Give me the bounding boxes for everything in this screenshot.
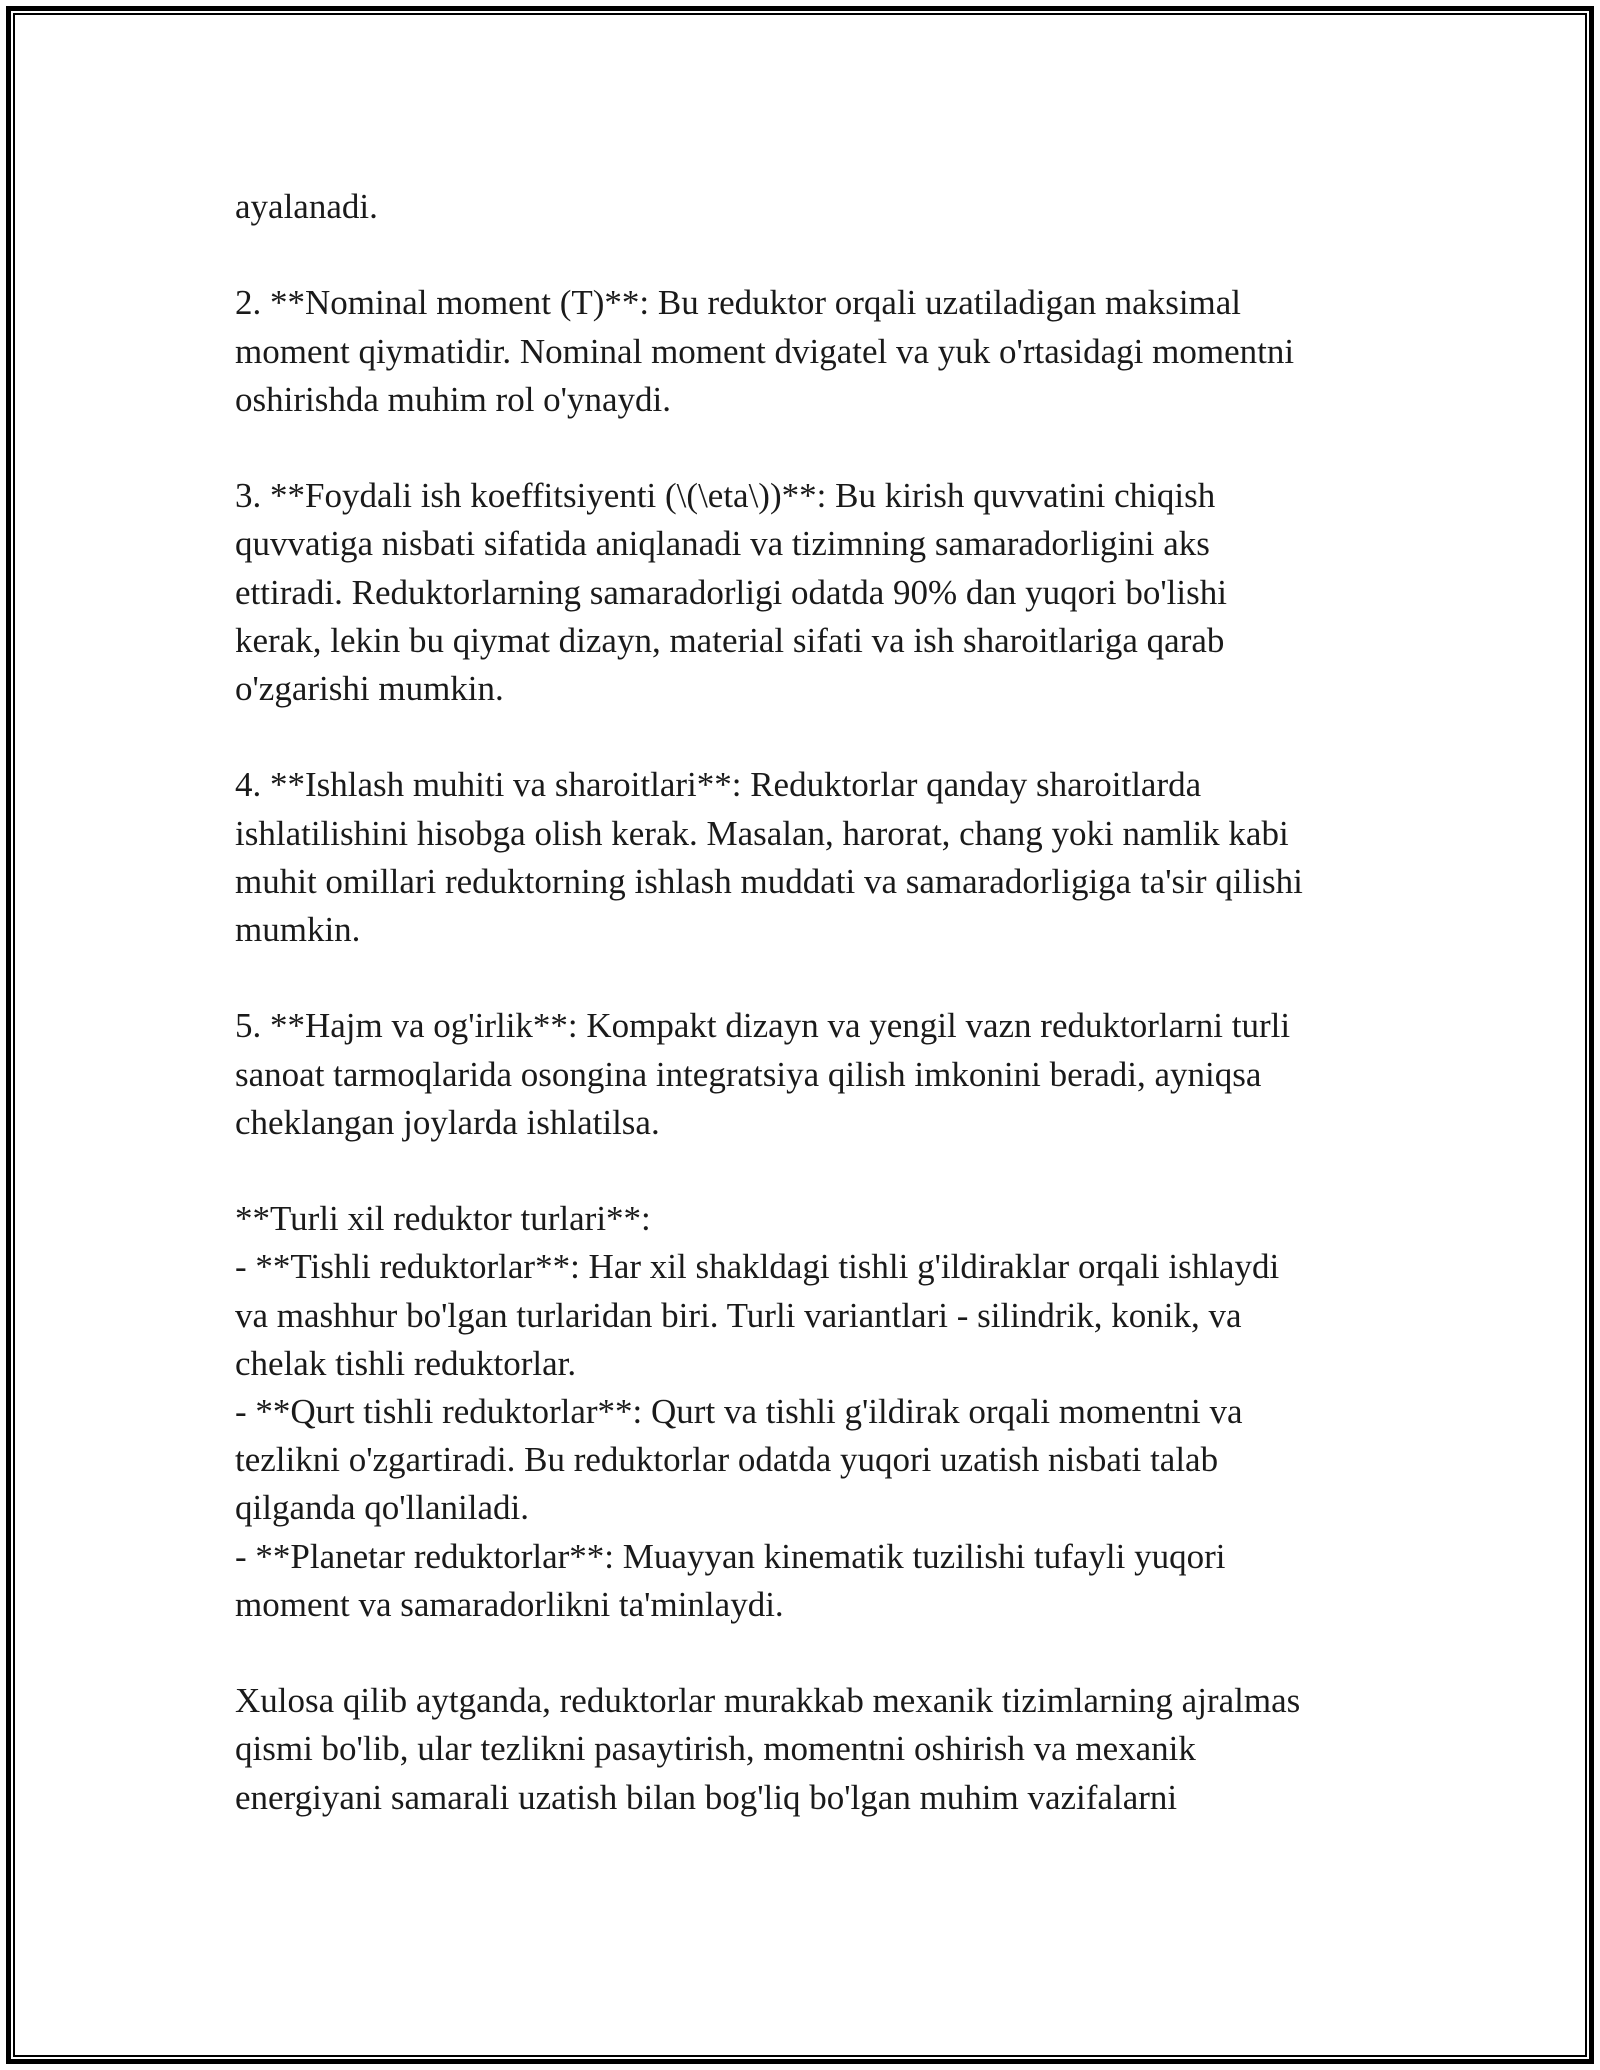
paragraph-continuation: ayalanadi. (235, 187, 378, 226)
paragraph-reducer-types: **Turli xil reduktor turlari**: - **Tishli reduktorlar**: Har xil shakldagi tishli g'ildiraklar orqali ishlaydi va mashhur bo'lgan turlaridan biri. Turli variantlari - silindrik, konik, va chelak tishli reduktorlar. - **Qurt tishli reduktorlar**: Qurt va tishli g'ildirak orqali momentni va tezlikni o'zgartiradi. Bu reduktorlar odatda yuqori uzatish nisbati talab qilganda qo'llaniladi. - **Planetar reduktorlar**: Muayyan kinematik tuzilishi tufayli yuqori moment va samaradorlikni ta'minlaydi. (235, 1199, 1280, 1624)
document-body (235, 183, 1385, 1822)
paragraph-size-weight: 5. **Hajm va og'irlik**: Kompakt dizayn va yengil vazn reduktorlarni turli sanoat tarmoqlarida osongina integratsiya qilish imkonini beradi, ayniqsa cheklangan joylarda ishlatilsa. (235, 1006, 1291, 1142)
paragraph-efficiency: 3. **Foydali ish koeffitsiyenti (\(\eta\))**: Bu kirish quvvatini chiqish quvvatiga nisbati sifatida aniqlanadi va tizimning samaradorligini aks ettiradi. Reduktorlarning samaradorligi odatda 90% dan yuqori bo'lishi kerak, lekin bu qiymat dizayn, material sifati va ish sharoitlariga qarab o'zgarishi mumkin. (235, 476, 1227, 708)
paragraph-conclusion: Xulosa qilib aytganda, reduktorlar murakkab mexanik tizimlarning ajralmas qismi bo'lib, ular tezlikni pasaytirish, momentni oshirish va mexanik energiyani samarali uzatish bilan bog'liq bo'lgan muhim vazifalarni (235, 1681, 1301, 1817)
paragraph-operating-conditions: 4. **Ishlash muhiti va sharoitlari**: Reduktorlar qanday sharoitlarda ishlatilishini hisobga olish kerak. Masalan, harorat, chang yoki namlik kabi muhit omillari reduktorning ishlash muddati va samaradorligiga ta'sir qilishi mumkin. (235, 765, 1303, 949)
paragraph-nominal-moment: 2. **Nominal moment (T)**: Bu reduktor orqali uzatiladigan maksimal moment qiymatidir. Nominal moment dvigatel va yuk o'rtasidagi momentni oshirishda muhim rol o'ynaydi. (235, 283, 1295, 419)
